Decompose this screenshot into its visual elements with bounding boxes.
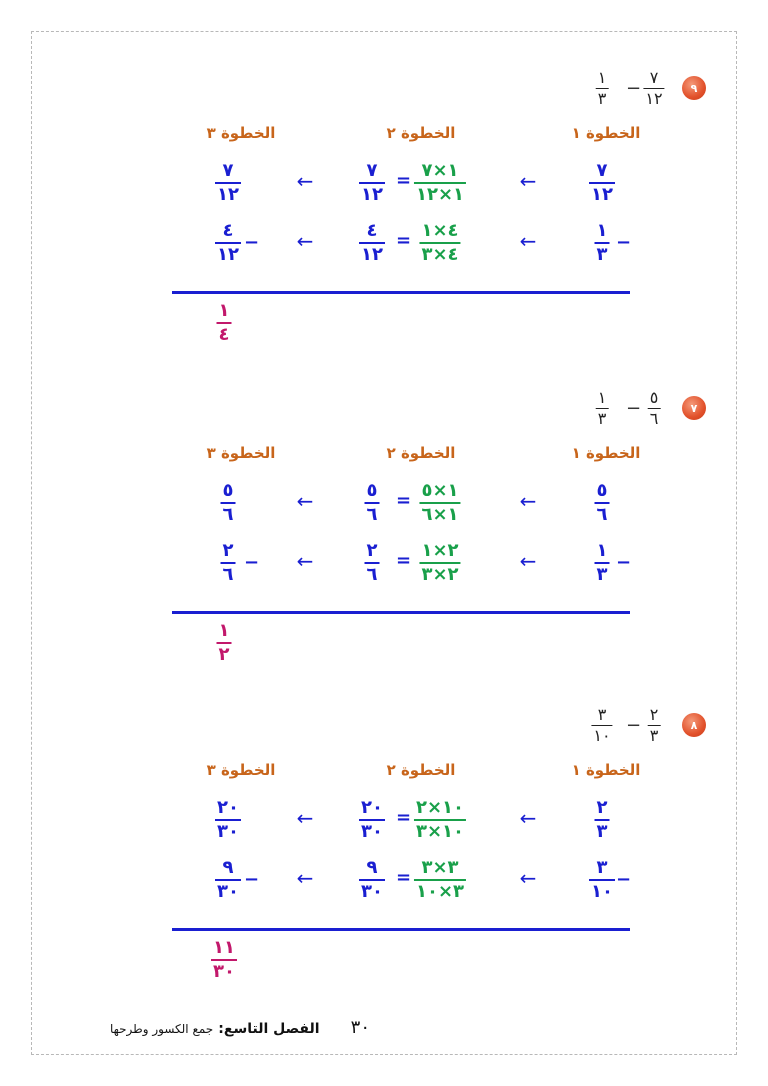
- result-fraction-numerator: ١١: [213, 937, 235, 958]
- expression-first-fraction-numerator: ٥: [649, 388, 659, 407]
- row2-multiplier-fraction-denominator: ٣×١٠: [415, 881, 465, 902]
- row2-step1-fraction: [595, 542, 610, 584]
- row2-multiplier-fraction-numerator: ٢×١: [421, 540, 459, 561]
- row2-arrow-1: ←: [519, 229, 537, 253]
- row2-step1-minus: −: [616, 552, 632, 573]
- row2-step1-minus: −: [616, 232, 632, 253]
- row2-arrow-1: ←: [519, 866, 537, 890]
- row2-equivalent-fraction-denominator: ٦: [366, 564, 378, 585]
- row1-step1-fraction-denominator: ٦: [596, 504, 608, 525]
- row1-step3-fraction-denominator: ٣٠: [217, 821, 239, 842]
- row2-step1-fraction: [589, 859, 615, 901]
- row2-multiplier-fraction-numerator: ٤×١: [421, 220, 459, 241]
- row2-arrow-2: ←: [296, 549, 314, 573]
- row2-step3-fraction: [215, 222, 241, 264]
- row1-multiplier-fraction-numerator: ١×٧: [421, 160, 459, 181]
- row1-equivalent-fraction-denominator: ٦: [366, 504, 378, 525]
- row1-step3-fraction-numerator: ٢٠: [217, 797, 239, 818]
- row2-step1-fraction-denominator: ٣: [596, 564, 608, 585]
- row1-equivalent-fraction: [359, 162, 385, 204]
- expression-first-fraction-denominator: ٣: [649, 726, 659, 745]
- expression-operator: −: [626, 715, 642, 736]
- row1-equals-sign: =: [396, 807, 412, 828]
- row1-multiplier-fraction: [419, 482, 460, 524]
- step-1-heading: الخطوة ١: [571, 761, 641, 779]
- row2-step3-fraction: [215, 859, 241, 901]
- row1-multiplier-fraction-numerator: ١×٥: [421, 480, 459, 501]
- row1-arrow-1: ←: [519, 489, 537, 513]
- result-fraction-denominator: ٤: [218, 324, 230, 345]
- row2-step1-fraction-denominator: ٣: [596, 244, 608, 265]
- row2-equals-sign: =: [396, 867, 412, 888]
- step-2-heading: الخطوة ٢: [386, 444, 456, 462]
- step-3-heading: الخطوة ٣: [206, 444, 276, 462]
- chapter-label: الفصل التاسع:: [218, 1021, 320, 1037]
- row1-step3-fraction: [215, 162, 241, 204]
- step-2-heading: الخطوة ٢: [386, 761, 456, 779]
- row1-step1-fraction-numerator: ٢: [596, 797, 608, 818]
- row1-step3-fraction: [215, 799, 241, 841]
- row2-multiplier-fraction-denominator: ٢×٣: [421, 564, 459, 585]
- row1-multiplier-fraction-denominator: ١٠×٣: [415, 821, 465, 842]
- row1-equivalent-fraction-numerator: ٢٠: [361, 797, 383, 818]
- row2-step1-fraction-numerator: ١: [596, 540, 608, 561]
- row2-step3-fraction-numerator: ٩: [222, 857, 234, 878]
- expression-first-fraction: [648, 390, 661, 427]
- row2-equivalent-fraction: [359, 222, 385, 264]
- row1-step1-fraction-denominator: ٣: [596, 821, 608, 842]
- result-fraction: [211, 939, 237, 981]
- row2-arrow-1: ←: [519, 549, 537, 573]
- step-1-heading: الخطوة ١: [571, 444, 641, 462]
- subtraction-rule: [172, 291, 630, 294]
- problem-number-badge: ٩: [682, 76, 706, 100]
- row1-step1-fraction: [595, 799, 610, 841]
- row2-step1-minus: −: [616, 869, 632, 890]
- result-fraction-denominator: ٢: [218, 644, 230, 665]
- step-3-heading: الخطوة ٣: [206, 124, 276, 142]
- expression-first-fraction-numerator: ٢: [649, 705, 659, 724]
- row2-step1-fraction-numerator: ١: [596, 220, 608, 241]
- row2-equivalent-fraction-numerator: ٩: [366, 857, 378, 878]
- expression-second-fraction: [591, 707, 612, 744]
- row2-multiplier-fraction: [414, 859, 466, 901]
- row1-equals-sign: =: [396, 170, 412, 191]
- row2-equivalent-fraction-denominator: ٣٠: [361, 881, 383, 902]
- row1-arrow-1: ←: [519, 806, 537, 830]
- row1-equivalent-fraction: [365, 482, 380, 524]
- expression-first-fraction: [648, 707, 661, 744]
- row2-step1-fraction-numerator: ٣: [596, 857, 608, 878]
- expression-second-fraction: [596, 390, 609, 427]
- expression-second-fraction-denominator: ٣: [597, 409, 607, 428]
- result-fraction-numerator: ١: [218, 300, 230, 321]
- result-fraction: [217, 302, 232, 344]
- row1-step3-fraction-denominator: ٦: [222, 504, 234, 525]
- row2-step3-fraction-denominator: ٦: [222, 564, 234, 585]
- row2-arrow-2: ←: [296, 866, 314, 890]
- row2-step3-minus: −: [244, 232, 260, 253]
- row2-equivalent-fraction: [359, 859, 385, 901]
- row1-equivalent-fraction-numerator: ٥: [366, 480, 378, 501]
- expression-second-fraction-numerator: ٣: [597, 705, 607, 724]
- row1-step1-fraction: [589, 162, 615, 204]
- row2-step3-minus: −: [244, 552, 260, 573]
- row2-multiplier-fraction: [419, 542, 460, 584]
- row1-step1-fraction-numerator: ٥: [596, 480, 608, 501]
- row1-step1-fraction-numerator: ٧: [596, 160, 608, 181]
- row1-step3-fraction: [221, 482, 236, 524]
- row2-equivalent-fraction-numerator: ٢: [366, 540, 378, 561]
- row1-step1-fraction: [595, 482, 610, 524]
- row1-equals-sign: =: [396, 490, 412, 511]
- row1-equivalent-fraction-numerator: ٧: [366, 160, 378, 181]
- row2-equivalent-fraction-denominator: ١٢: [361, 244, 383, 265]
- expression-second-fraction: [596, 70, 609, 107]
- row2-multiplier-fraction: [419, 222, 460, 264]
- row2-step1-fraction: [595, 222, 610, 264]
- problem-number-badge: ٧: [682, 396, 706, 420]
- expression-first-fraction: [643, 70, 664, 107]
- row1-arrow-1: ←: [519, 169, 537, 193]
- row2-multiplier-fraction-denominator: ٤×٣: [421, 244, 459, 265]
- expression-operator: −: [626, 398, 642, 419]
- step-2-heading: الخطوة ٢: [386, 124, 456, 142]
- row1-multiplier-fraction-denominator: ١×٦: [421, 504, 459, 525]
- page-number: ٣٠: [350, 1017, 370, 1038]
- expression-first-fraction-denominator: ١٢: [645, 89, 663, 108]
- row2-step3-fraction-numerator: ٤: [222, 220, 234, 241]
- expression-second-fraction-denominator: ١٠: [593, 726, 611, 745]
- result-fraction-numerator: ١: [218, 620, 230, 641]
- expression-first-fraction-numerator: ٧: [649, 68, 659, 87]
- chapter-subtitle: جمع الكسور وطرحها: [109, 1022, 214, 1036]
- problem-number-badge: ٨: [682, 713, 706, 737]
- row1-step3-fraction-denominator: ١٢: [217, 184, 239, 205]
- subtraction-rule: [172, 928, 630, 931]
- row2-arrow-2: ←: [296, 229, 314, 253]
- row1-step3-fraction-numerator: ٥: [222, 480, 234, 501]
- row2-equivalent-fraction: [365, 542, 380, 584]
- expression-operator: −: [626, 78, 642, 99]
- row2-multiplier-fraction-numerator: ٣×٣: [421, 857, 459, 878]
- row1-arrow-2: ←: [296, 169, 314, 193]
- step-3-heading: الخطوة ٣: [206, 761, 276, 779]
- row1-multiplier-fraction: [414, 799, 466, 841]
- row1-equivalent-fraction: [359, 799, 385, 841]
- step-1-heading: الخطوة ١: [571, 124, 641, 142]
- row2-step3-fraction-denominator: ٣٠: [217, 881, 239, 902]
- expression-second-fraction-denominator: ٣: [597, 89, 607, 108]
- subtraction-rule: [172, 611, 630, 614]
- row2-equals-sign: =: [396, 550, 412, 571]
- row2-step3-fraction: [221, 542, 236, 584]
- row1-step3-fraction-numerator: ٧: [222, 160, 234, 181]
- row1-equivalent-fraction-denominator: ١٢: [361, 184, 383, 205]
- row1-arrow-2: ←: [296, 489, 314, 513]
- row2-equivalent-fraction-numerator: ٤: [366, 220, 378, 241]
- expression-second-fraction-numerator: ١: [597, 388, 607, 407]
- row2-step3-fraction-denominator: ١٢: [217, 244, 239, 265]
- row1-multiplier-fraction: [414, 162, 466, 204]
- row2-equals-sign: =: [396, 230, 412, 251]
- row1-arrow-2: ←: [296, 806, 314, 830]
- row2-step1-fraction-denominator: ١٠: [591, 881, 613, 902]
- result-fraction: [217, 622, 232, 664]
- row1-equivalent-fraction-denominator: ٣٠: [361, 821, 383, 842]
- row1-step1-fraction-denominator: ١٢: [591, 184, 613, 205]
- row1-multiplier-fraction-numerator: ١٠×٢: [415, 797, 465, 818]
- expression-second-fraction-numerator: ١: [597, 68, 607, 87]
- row1-multiplier-fraction-denominator: ١×١٢: [415, 184, 465, 205]
- expression-first-fraction-denominator: ٦: [649, 409, 659, 428]
- row2-step3-minus: −: [244, 869, 260, 890]
- result-fraction-denominator: ٣٠: [213, 961, 235, 982]
- page-footer: [110, 1017, 370, 1038]
- row2-step3-fraction-numerator: ٢: [222, 540, 234, 561]
